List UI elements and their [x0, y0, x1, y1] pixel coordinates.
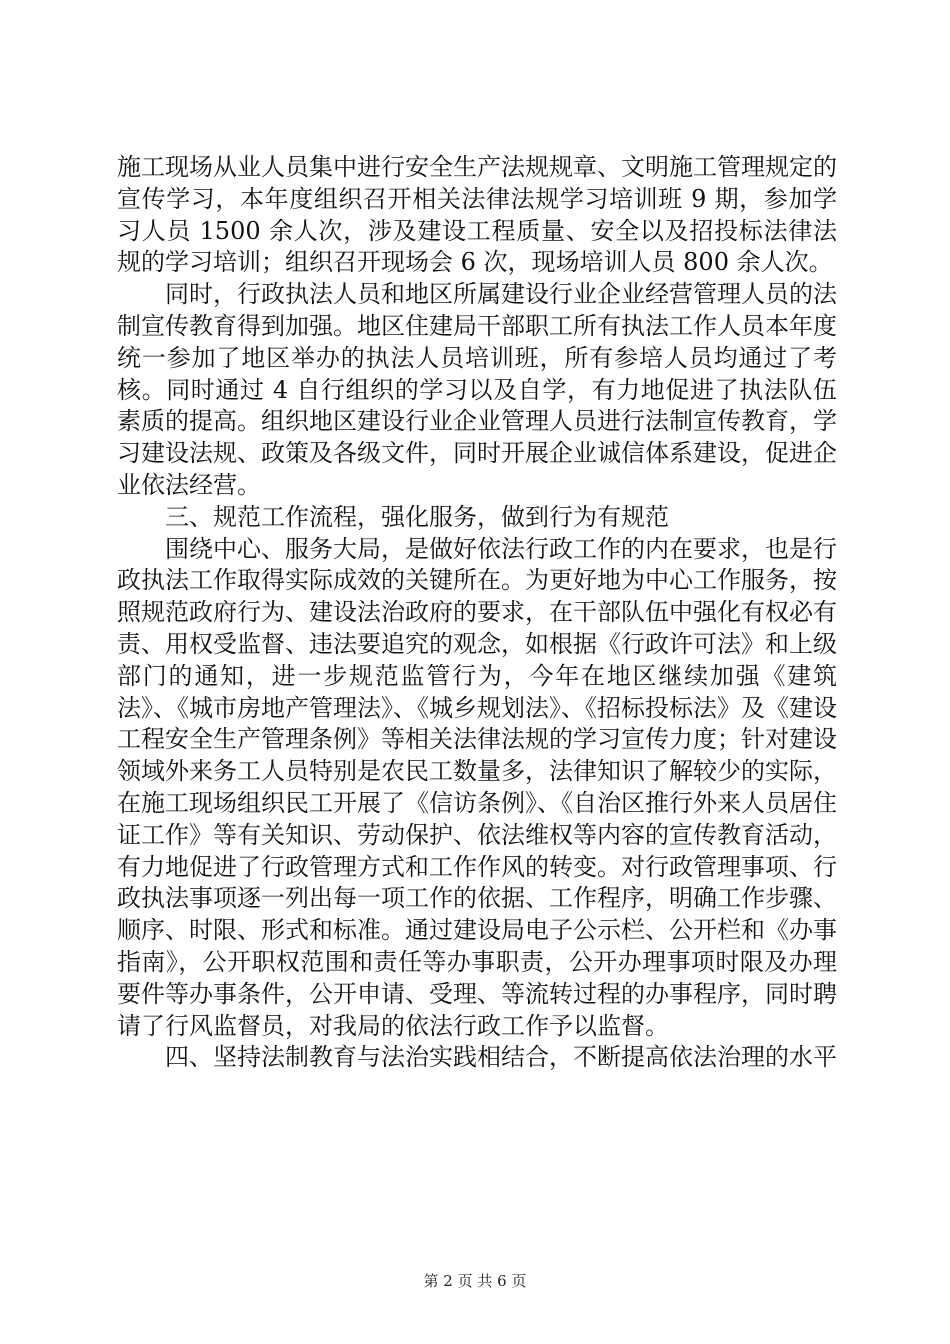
section-heading-four: 四、坚持法制教育与法治实践相结合，不断提高依法治理的水平: [165, 1043, 837, 1072]
page-footer: 第 2 页 共 6 页: [423, 1272, 527, 1290]
paragraph-workflow-standards: 围绕中心、服务大局，是做好依法行政工作的内在要求，也是行政执法工作取得实际成效的关键所在。为更好地为中心工作服务，按照规范政府行为、建设法治政府的要求，在干部队伍中强化有权必有责、用权受监督、违法要追究的观念，如根据《行政许可法》和上级部门的通知，进一步规范监管行为，今年在地区继续加强《建筑法》、《城市房地产管理法》、《城乡规划法》、《招标投标法》及《建设工程安全生产管理条例》等相关法律法规的学习宣传力度；针对建设领域外来务工人员特别是农民工数量多，法律知识了解较少的实际，在施工现场组织民工开展了《信访条例》、《自治区推行外来人员居住证工作》等有关知识、劳动保护、依法维权等内容的宣传教育活动，有力地促进了行政管理方式和工作作风的转变。对行政管理事项、行政执法事项逐一列出每一项工作的依据、工作程序，明确工作步骤、顺序、时限、形式和标准。通过建设局电子公示栏、公开栏和《办事指南》，公开职权范围和责任等办事职责，公开办理事项时限及办理要件等办事条件，公开申请、受理、等流转过程的办事程序，同时聘请了行风监督员，对我局的依法行政工作予以监督。: [117, 534, 837, 1040]
section-heading-three: 三、规范工作流程，强化服务，做到行为有规范: [165, 502, 669, 531]
paragraph-training-continued: 施工现场从业人员集中进行安全生产法规规章、文明施工管理规定的宣传学习，本年度组织召开相关法律法规学习培训班 9 期，参加学习人员 1500 余人次，涉及建设工程质量、安全以及招投标法律法规的学习培训；组织召开现场会 6 次，现场培训人员 800 余人次。: [117, 153, 837, 277]
document-body: [117, 152, 837, 1074]
paragraph-enforcement-education: 同时，行政执法人员和地区所属建设行业企业经营管理人员的法制宣传教育得到加强。地区住建局干部职工所有执法工作人员本年度统一参加了地区举办的执法人员培训班，所有参培人员均通过了考核。同时通过 4 自行组织的学习以及自学，有力地促进了执法队伍素质的提高。组织地区建设行业企业管理人员进行法制宣传教育，学习建设法规、政策及各级文件，同时开展企业诚信体系建设，促进企业依法经营。: [117, 280, 837, 499]
